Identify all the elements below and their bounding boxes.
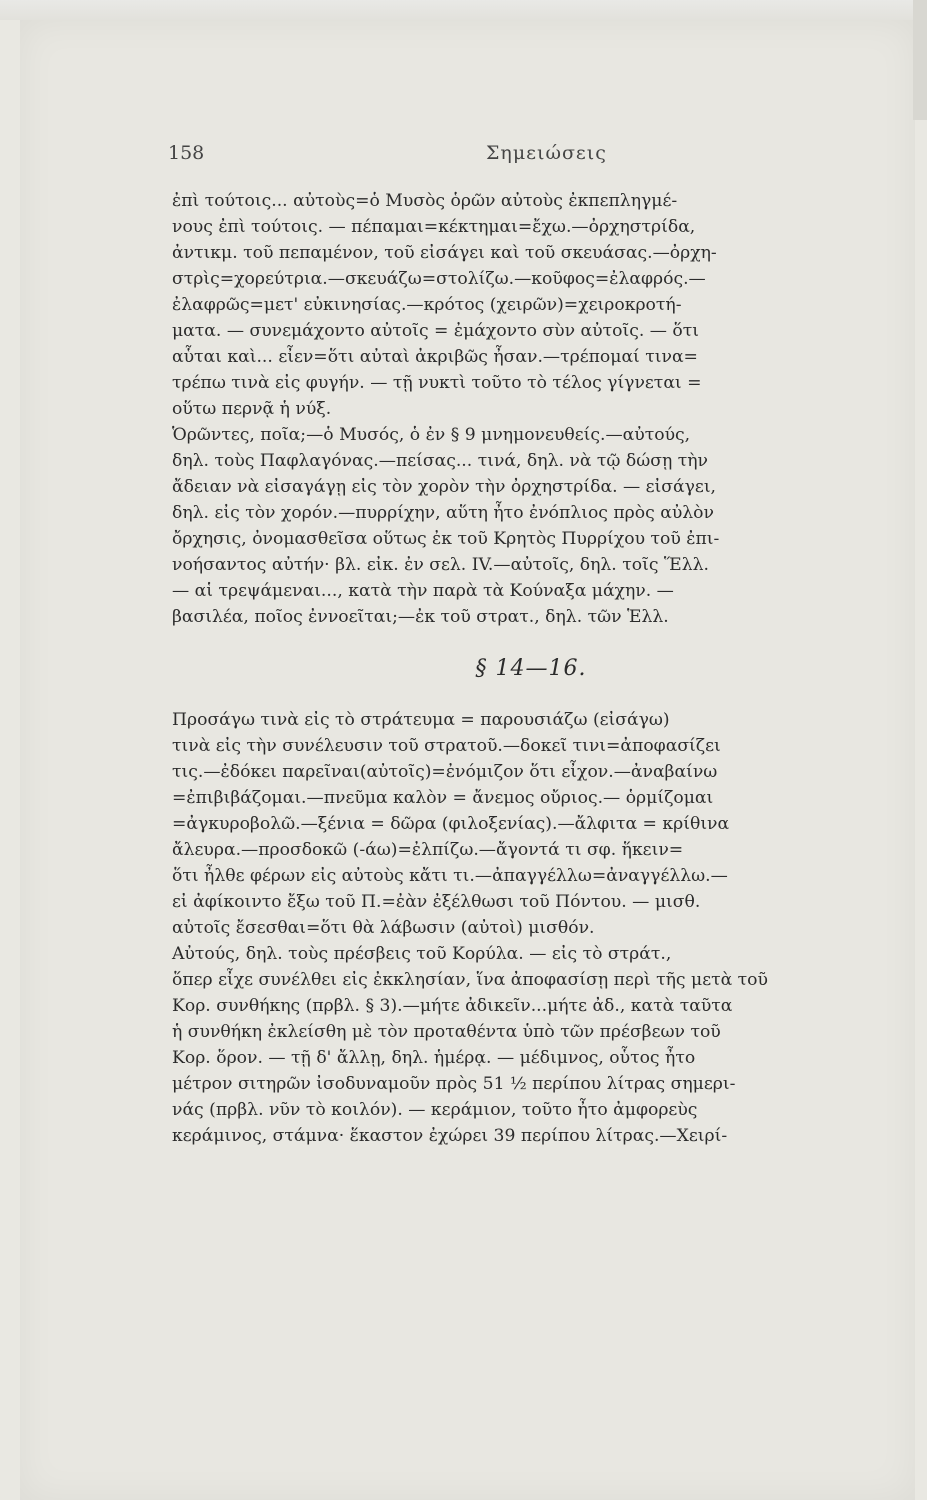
paragraph-4: [172, 941, 890, 1149]
text-line: ἀντικμ. τοῦ πεπαμένον, τοῦ εἰσάγει καὶ τοῦ σκευάσας.—ὀρχη-: [172, 243, 717, 263]
text-line: ἡ συνθήκη ἐκλείσθη μὲ τὸν προταθέντα ὑπὸ τῶν πρέσβεων τοῦ: [172, 1022, 721, 1042]
text-line: τρέπω τινὰ εἰς φυγήν. — τῇ νυκτὶ τοῦτο τὸ τέλος γίγνεται =: [172, 373, 702, 393]
text-line: Ὁρῶντες, ποῖα;—ὁ Μυσός, ὁ ἐν § 9 μνημονευθείς.—αὐτούς,: [172, 425, 691, 445]
scan-top-edge: [0, 0, 927, 20]
text-line: Κορ. συνθήκης (πρβλ. § 3).—μήτε ἀδικεῖν...μήτε ἀδ., κατὰ ταῦτα: [172, 996, 733, 1016]
page-number: 158: [168, 142, 205, 164]
text-line: ὅτι ἦλθε φέρων εἰς αὐτοὺς κἄτι τι.—ἀπαγγέλλω=ἀναγγέλλω.—: [172, 866, 728, 886]
text-line: εἰ ἀφίκοιντο ἔξω τοῦ Π.=ἐὰν ἐξέλθωσι τοῦ Πόντου. — μισθ.: [172, 892, 701, 912]
text-line: Προσάγω τινὰ εἰς τὸ στράτευμα = παρουσιάζω (εἰσάγω): [172, 710, 670, 730]
scan-right-edge: [913, 0, 927, 120]
text-line: =ἐπιβιβάζομαι.—πνεῦμα καλὸν = ἄνεμος οὔριος.— ὁρμίζομαι: [172, 788, 714, 808]
text-line: νάς (πρβλ. νῦν τὸ κοιλόν). — κεράμιον, τοῦτο ἦτο ἀμφορεὺς: [172, 1100, 698, 1120]
text-line: τινὰ εἰς τὴν συνέλευσιν τοῦ στρατοῦ.—δοκεῖ τινι=ἀποφασίζει: [172, 736, 721, 756]
text-line: ἐλαφρῶς=μετ' εὐκινησίας.—κρότος (χειρῶν)=χειροκροτή-: [172, 295, 682, 315]
text-line: οὕτω περνᾷ ἡ νύξ.: [172, 399, 332, 419]
text-line: νοήσαντος αὐτήν· βλ. εἰκ. ἐν σελ. IV.—αὐτοῖς, δηλ. τοῖς Ἕλλ.: [172, 555, 709, 575]
text-line: τις.—ἐδόκει παρεῖναι(αὐτοῖς)=ἐνόμιζον ὅτι εἶχον.—ἀναβαίνω: [172, 762, 718, 782]
paragraph-3: [172, 707, 890, 941]
page-body: [172, 188, 890, 1149]
text-line: ὅπερ εἶχε συνέλθει εἰς ἐκκλησίαν, ἵνα ἀποφασίσῃ περὶ τῆς μετὰ τοῦ: [172, 970, 768, 990]
text-line: Αὐτούς, δηλ. τοὺς πρέσβεις τοῦ Κορύλα. — εἰς τὸ στράτ.,: [172, 944, 672, 964]
text-line: =ἀγκυροβολῶ.—ξένια = δῶρα (φιλοξενίας).—ἄλφιτα = κρίθινα: [172, 814, 730, 834]
text-line: — αἱ τρεψάμεναι..., κατὰ τὴν παρὰ τὰ Κούναξα μάχην. —: [172, 581, 674, 601]
paragraph-2: [172, 422, 890, 630]
text-line: κεράμινος, στάμνα· ἕκαστον ἐχώρει 39 περίπου λίτρας.—Χειρί-: [172, 1126, 728, 1146]
text-line: ἄλευρα.—προσδοκῶ (-άω)=ἐλπίζω.—ἄγοντά τι σφ. ἥκειν=: [172, 840, 684, 860]
text-line: στρὶς=χορεύτρια.—σκευάζω=στολίζω.—κοῦφος=ἐλαφρός.—: [172, 269, 706, 289]
text-line: δηλ. εἰς τὸν χορόν.—πυρρίχην, αὕτη ἦτο ἐνόπλιος πρὸς αὐλὸν: [172, 503, 714, 523]
text-line: Κορ. ὅρον. — τῇ δ' ἄλλῃ, δηλ. ἡμέρᾳ. — μέδιμνος, οὗτος ἦτο: [172, 1048, 696, 1068]
paragraph-1: [172, 188, 890, 422]
text-line: ματα. — συνεμάχοντο αὐτοῖς = ἐμάχοντο σὺν αὐτοῖς. — ὅτι: [172, 321, 699, 341]
text-line: ἄδειαν νὰ εἰσαγάγῃ εἰς τὸν χορὸν τὴν ὀρχηστρίδα. — εἰσάγει,: [172, 477, 717, 497]
running-title: Σημειώσεις: [486, 142, 607, 164]
text-line: αὗται καὶ... εἶεν=ὅτι αὐταὶ ἀκριβῶς ἦσαν.—τρέπομαί τινα=: [172, 347, 698, 367]
text-line: νους ἐπὶ τούτοις. — πέπαμαι=κέκτημαι=ἔχω.—ὀρχηστρίδα,: [172, 217, 696, 237]
text-line: ὄρχησις, ὀνομασθεῖσα οὕτως ἐκ τοῦ Κρητὸς Πυρρίχου τοῦ ἐπι-: [172, 529, 720, 549]
text-line: ἐπὶ τούτοις... αὐτοὺς=ὁ Μυσὸς ὁρῶν αὐτοὺς ἐκπεπληγμέ-: [172, 191, 678, 211]
text-line: μέτρον σιτηρῶν ἰσοδυναμοῦν πρὸς 51 ½ περίπου λίτρας σημερι-: [172, 1074, 736, 1094]
section-heading: § 14—16.: [475, 656, 587, 681]
text-line: βασιλέα, ποῖος ἐννοεῖται;—ἐκ τοῦ στρατ., δηλ. τῶν Ἑλλ.: [172, 607, 669, 627]
text-line: αὐτοῖς ἔσεσθαι=ὅτι θὰ λάβωσιν (αὐτοὶ) μισθόν.: [172, 918, 595, 938]
text-line: δηλ. τοὺς Παφλαγόνας.—πείσας... τινά, δηλ. νὰ τῷ δώσῃ τὴν: [172, 451, 709, 471]
